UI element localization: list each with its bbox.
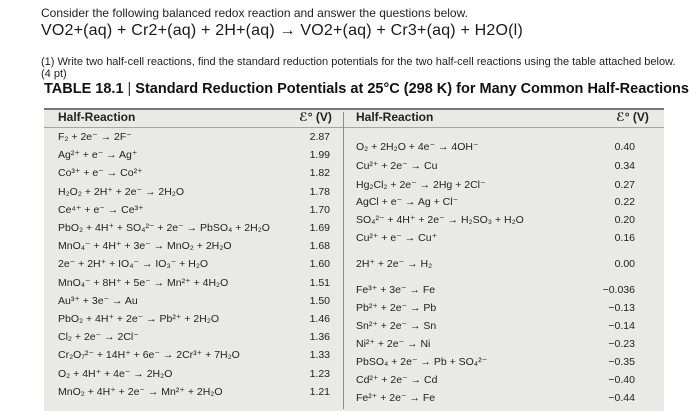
left-half-reaction: Cr₂O₇²⁻ + 14H⁺ + 6e⁻ → 2Cr³⁺ + 7H₂O (58, 349, 240, 362)
left-potential: 1.51 (309, 276, 330, 289)
left-potential: 2.87 (309, 131, 330, 143)
header-half-reaction-left: Half-Reaction (58, 110, 136, 124)
left-half-reaction: Co³⁺ + e⁻ → Co²⁺ (58, 167, 143, 180)
right-half-reaction: AgCl + e⁻ → Ag + Cl⁻ (356, 196, 459, 208)
header-potential-right: ℰ° (V) (616, 110, 649, 124)
right-half-reaction: Pb²⁺ + 2e⁻ → Pb (356, 302, 437, 314)
left-half-reaction: Ce⁴⁺ + e⁻ → Ce³⁺ (58, 203, 144, 216)
right-half-reaction: Cu²⁺ + e⁻ → Cu⁺ (356, 232, 438, 244)
right-half-reaction: Ni²⁺ + 2e⁻ → Ni (356, 338, 431, 350)
left-half-reaction: O₂ + 4H⁺ + 4e⁻ → 2H₂O (58, 367, 173, 380)
right-half-reaction: O₂ + 2H₂O + 4e⁻ → 4OH⁻ (356, 141, 479, 153)
left-potential: 1.69 (309, 222, 330, 234)
left-half-reaction: F₂ + 2e⁻ → 2F⁻ (58, 131, 132, 143)
right-potential: 0.22 (614, 196, 635, 208)
right-potential: −0.44 (608, 392, 635, 404)
left-half-reaction: MnO₄⁻ + 8H⁺ + 5e⁻ → Mn²⁺ + 4H₂O (58, 276, 229, 289)
left-potential: 1.46 (309, 313, 330, 325)
left-potential: 1.60 (309, 258, 330, 271)
title-separator: | (127, 81, 132, 97)
left-potential: 1.50 (309, 294, 330, 307)
right-half-reaction: Cd²⁺ + 2e⁻ → Cd (356, 374, 438, 386)
right-potential: −0.40 (608, 374, 635, 386)
right-half-reaction: 2H⁺ + 2e⁻ → H₂ (356, 258, 433, 270)
header-half-reaction-right: Half-Reaction (356, 110, 434, 124)
right-potential: 0.27 (614, 179, 635, 191)
right-half-reaction: Fe³⁺ + 3e⁻ → Fe (356, 284, 436, 296)
question-intro: Consider the following balanced redox reaction and answer the questions below. (41, 6, 468, 20)
table-title-text: Standard Reduction Potentials at 25°C (298 K) for Many Common Half-Reactions (135, 81, 689, 97)
left-half-reaction: MnO₂ + 4H⁺ + 2e⁻ → Mn²⁺ + 2H₂O (58, 385, 223, 398)
left-potential: 1.78 (309, 185, 330, 198)
left-half-reaction: Ag²⁺ + e⁻ → Ag⁺ (58, 149, 138, 162)
redox-equation: VO2+(aq) + Cr2+(aq) + 2H+(aq) → VO2+(aq) + Cr3+(aq) + H2O(l) (41, 22, 523, 39)
right-half-reaction: PbSO₄ + 2e⁻ → Pb + SO₄²⁻ (356, 356, 488, 368)
table-title (44, 81, 689, 97)
right-half-reaction: Fe²⁺ + 2e⁻ → Fe (356, 392, 436, 404)
left-potential: 1.82 (309, 167, 330, 180)
right-potential: −0.35 (608, 356, 635, 368)
left-half-reaction: MnO₄⁻ + 4H⁺ + 3e⁻ → MnO₂ + 2H₂O (58, 240, 232, 253)
right-potential: 0.20 (614, 214, 635, 226)
right-potential: 0.34 (614, 160, 635, 172)
right-potential: 0.40 (614, 141, 635, 153)
right-potential: 0.00 (614, 258, 635, 270)
left-half-reaction: PbO₂ + 4H⁺ + SO₄²⁻ + 2e⁻ → PbSO₄ + 2H₂O (58, 222, 270, 234)
left-potential: 1.23 (309, 367, 330, 380)
right-potential: −0.13 (608, 302, 635, 314)
left-potential: 1.70 (309, 203, 330, 216)
table-label: TABLE 18.1 (44, 81, 124, 97)
left-half-reaction: H₂O₂ + 2H⁺ + 2e⁻ → 2H₂O (58, 185, 185, 198)
right-potential: −0.036 (602, 284, 635, 296)
left-potential: 1.36 (309, 331, 330, 344)
left-half-reaction: PbO₂ + 4H⁺ + 2e⁻ → Pb²⁺ + 2H₂O (58, 313, 220, 325)
left-half-reaction: 2e⁻ + 2H⁺ + IO₄⁻ → IO₃⁻ + H₂O (58, 258, 209, 271)
right-potential: −0.23 (608, 338, 635, 350)
right-half-reaction: Hg₂Cl₂ + 2e⁻ → 2Hg + 2Cl⁻ (356, 179, 486, 191)
header-potential-left: ℰ° (V) (299, 110, 332, 124)
header-rule (44, 127, 664, 128)
right-half-reaction: Cu²⁺ + 2e⁻ → Cu (356, 160, 438, 172)
left-half-reaction: Cl₂ + 2e⁻ → 2Cl⁻ (58, 331, 139, 344)
left-potential: 1.21 (309, 385, 330, 398)
left-potential: 1.99 (309, 149, 330, 162)
right-potential: −0.14 (608, 320, 635, 332)
left-potential: 1.68 (309, 240, 330, 253)
left-potential: 1.33 (309, 349, 330, 362)
right-potential: 0.16 (614, 232, 635, 244)
column-separator (343, 112, 344, 409)
question-task: (1) Write two half-cell reactions, find the standard reduction potentials for the two half-cell reactions using the table attached below. (4 pt) (41, 56, 676, 80)
right-half-reaction: Sn²⁺ + 2e⁻ → Sn (356, 320, 437, 332)
right-half-reaction: SO₄²⁻ + 4H⁺ + 2e⁻ → H₂SO₃ + H₂O (356, 214, 524, 226)
left-half-reaction: Au³⁺ + 3e⁻ → Au (58, 294, 138, 307)
